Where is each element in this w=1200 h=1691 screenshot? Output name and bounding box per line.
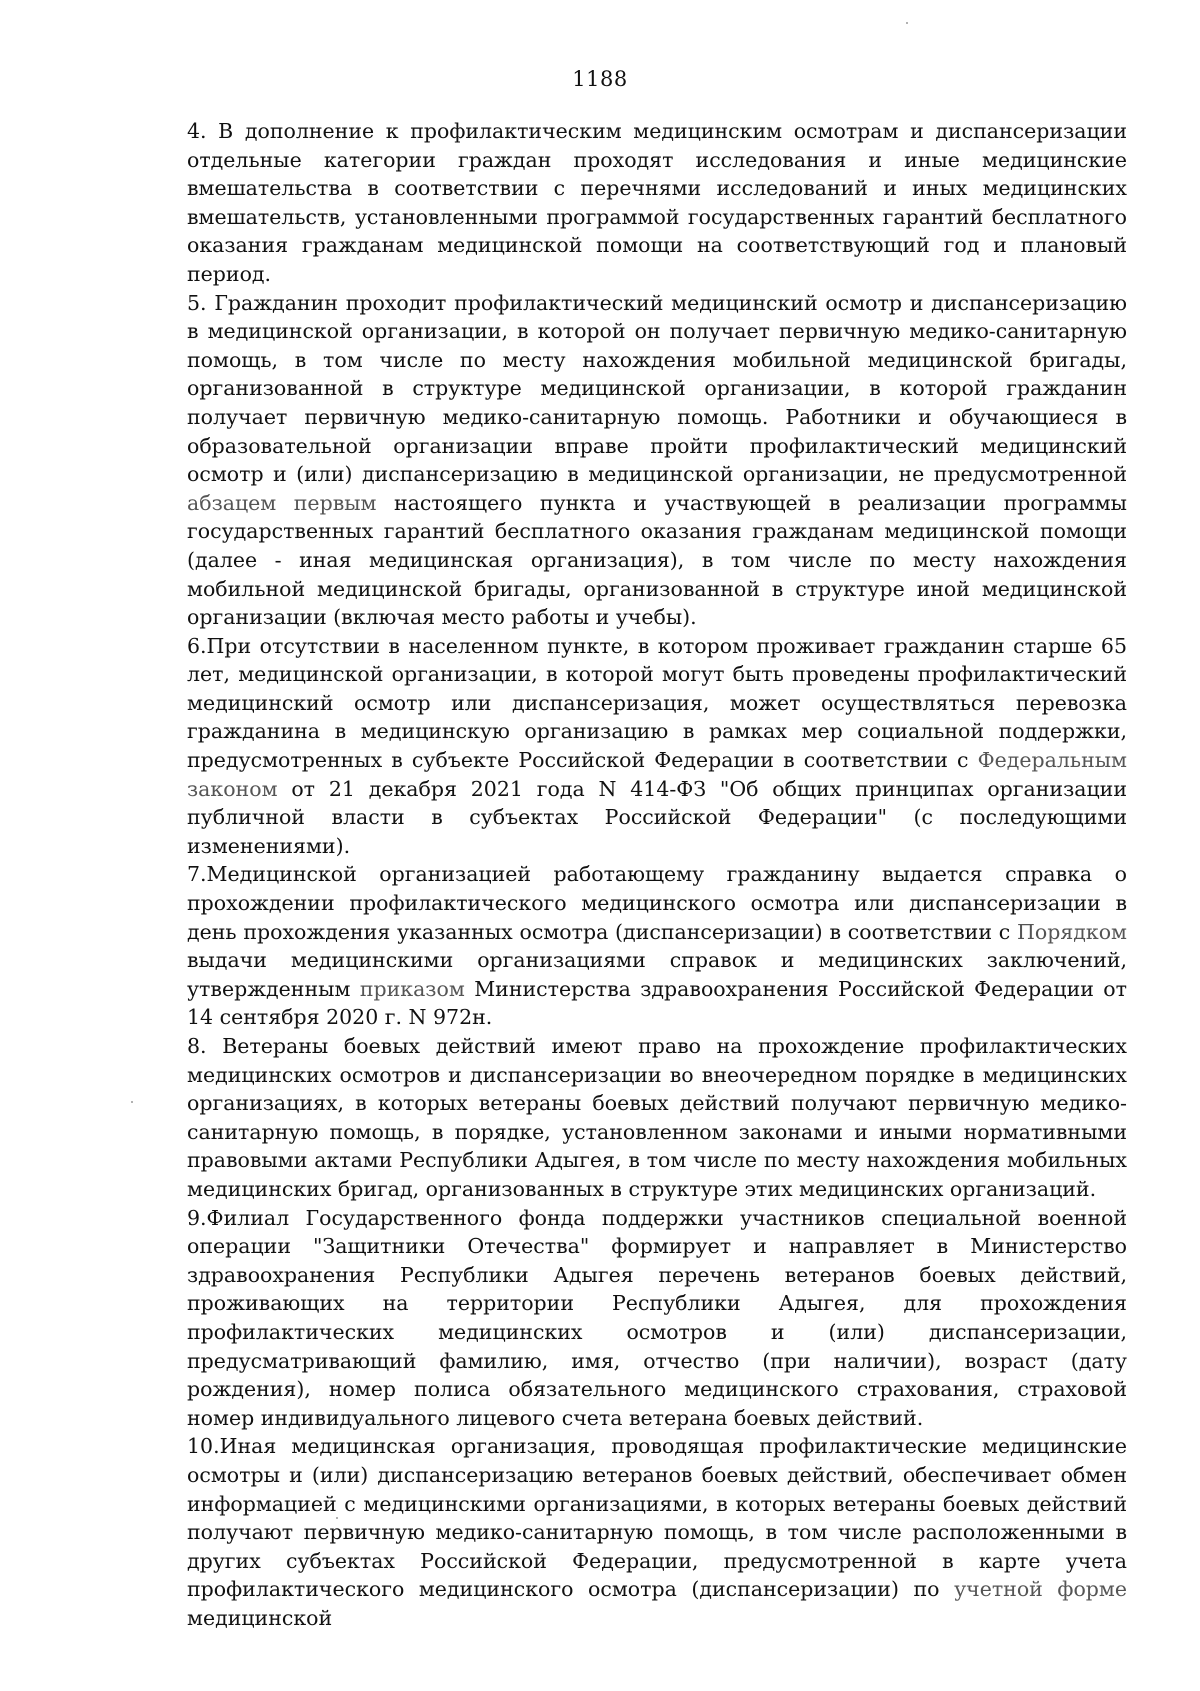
paragraph-10-text-before: 10.Иная медицинская организация, проводящая профилактические медицинские осмотры и (или) диспансеризацию ветеранов боевых действий, обеспечивает обмен информацией с медицинскими организациями, в которых ветераны боевых действий получают первичную медико-санитарную помощь, в том числе расположенными в других субъектах Российской Федерации, предусмотренной в карте учета профилактического медицинского осмотра (диспансеризации) по [187, 1434, 1127, 1602]
paragraph-5-text-after: настоящего пункта и участвующей в реализации программы государственных гарантий бесплатного оказания гражданам медицинской помощи (далее - иная медицинская организация), в том числе по месту нахождения мобильной медицинской бригады, организованной в структуре иной медицинской организации (включая место работы и учебы). [187, 490, 1128, 630]
paragraph-6 [187, 632, 1127, 861]
paragraph-8 [187, 1032, 1127, 1204]
paragraph-10-link[interactable]: учетной форме [954, 1577, 1127, 1602]
scan-artifact-dot [906, 22, 908, 24]
paragraph-9 [187, 1204, 1127, 1433]
paragraph-9-text: 9.Филиал Государственного фонда поддержки участников специальной военной операции "Защитники Отечества" формирует и направляет в Министерство здравоохранения Республики Адыгея перечень ветеранов боевых действий, проживающих на территории Республики Адыгея, для прохождения профилактических медицинских осмотров и (или) диспансеризации, предусматривающий фамилию, имя, отчество (при наличии), возраст (дату рождения), номер полиса обязательного медицинского страхования, страховой номер индивидуального лицевого счета ветерана боевых действий. [187, 1205, 1127, 1430]
paragraph-10 [187, 1432, 1127, 1632]
paragraph-8-text: 8. Ветераны боевых действий имеют право на прохождение профилактических медицинских осмотров и диспансеризации во внеочередном порядке в медицинских организациях, в которых ветераны боевых действий получают первичную медико-санитарную помощь, в порядке, установленном законами и иными нормативными правовыми актами Республики Адыгея, в том числе по месту нахождения мобильных медицинских бригад, организованных в структуре этих медицинских организаций. [187, 1034, 1127, 1201]
paragraph-7 [187, 860, 1127, 1032]
paragraph-10-text-after: медицинской [187, 1605, 333, 1630]
paragraph-7-text-before: 7.Медицинской организацией работающему гражданину выдается справка о прохождении профилактического медицинского осмотра или диспансеризации в день прохождения указанных осмотра (диспансеризации) в соответствии с [187, 862, 1127, 944]
paragraph-4 [187, 117, 1127, 289]
scan-artifact-dot [336, 1517, 338, 1519]
paragraph-6-link[interactable]: Федеральным законом [187, 748, 1127, 801]
document-body [187, 117, 1127, 1632]
paragraph-5 [187, 289, 1127, 632]
page-number: 1188 [572, 67, 628, 91]
paragraph-6-text-before: 6.При отсутствии в населенном пункте, в котором проживает гражданин старше 65 лет, медицинской организации, в которой могут быть проведены профилактический медицинский осмотр или диспансеризация, может осуществляться перевозка гражданина в медицинскую организацию в рамках мер социальной поддержки, предусмотренных в субъекте Российской Федерации в соответствии с [187, 633, 1127, 773]
paragraph-6-text-after: от 21 декабря 2021 года N 414-ФЗ "Об общих принципах организации публичной власти в субъектах Российской Федерации" (с последующими изменениями). [187, 776, 1127, 858]
paragraph-7-text-middle: выдачи медицинскими организациями справок и медицинских заключений, утвержденным [187, 948, 1127, 1001]
paragraph-7-link-2[interactable]: приказом [359, 976, 465, 1001]
paragraph-4-text: 4. В дополнение к профилактическим медицинским осмотрам и диспансеризации отдельные категории граждан проходят исследования и иные медицинские вмешательства в соответствии с перечнями исследований и иных медицинских вмешательств, установленными программой государственных гарантий бесплатного оказания гражданам медицинской помощи на соответствующий год и плановый период. [187, 119, 1127, 286]
paragraph-7-link[interactable]: Порядком [1017, 919, 1127, 944]
paragraph-7-text-after: Министерства здравоохранения Российской Федерации от 14 сентября 2020 г. N 972н. [187, 976, 1127, 1030]
scan-artifact-dot [131, 1101, 133, 1103]
paragraph-5-link[interactable]: абзацем первым [187, 490, 377, 515]
paragraph-5-text-before: 5. Гражданин проходит профилактический медицинский осмотр и диспансеризацию в медицинской организации, в которой он получает первичную медико-санитарную помощь, в том числе по месту нахождения мобильной медицинской бригады, организованной в структуре медицинской организации, в которой гражданин получает первичную медико-санитарную помощь. Работники и обучающиеся в образовательной организации вправе пройти профилактический медицинский осмотр и (или) диспансеризацию в медицинской организации, не предусмотренной [187, 290, 1127, 487]
